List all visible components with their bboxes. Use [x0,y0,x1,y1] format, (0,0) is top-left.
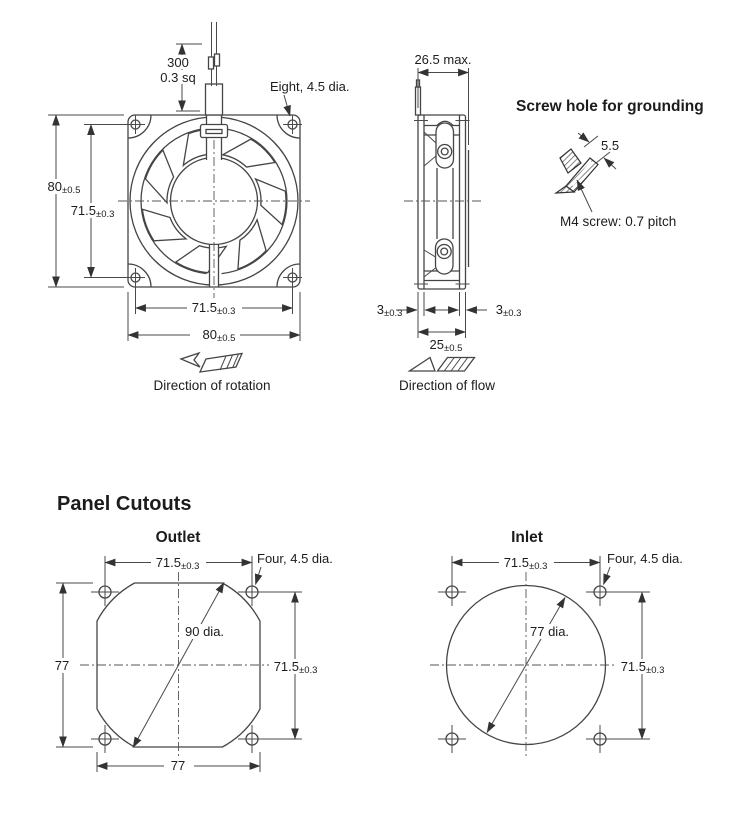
pitch-v-value: 71.5 [70,203,96,218]
callout-eight-holes [270,79,350,116]
m4-screw-label: M4 screw: 0.7 pitch [560,214,677,229]
pitch-h-tol: ±0.3 [217,306,236,317]
rotation-caption: Direction of rotation [153,378,271,393]
outlet-title: Outlet [155,529,201,546]
hole-depth-label: 5.5 [601,138,620,153]
eight-holes-label: Eight, 4.5 dia. [270,79,350,94]
panel-cutouts [48,493,683,773]
inlet-callout-four-holes [604,551,683,585]
flange-left-value: 3 [376,302,384,317]
width-tol: ±0.5 [217,333,236,344]
dim-lead-length [155,44,202,111]
outlet-pitch-right-value: 71.5 [273,659,299,674]
outlet-cutout [48,529,333,773]
depth-value: 25 [429,337,444,352]
inlet-pitch-top-value: 71.5 [503,555,529,570]
grounding-title: Screw hole for grounding [516,98,704,115]
pitch-h-value: 71.5 [191,300,217,315]
outlet-callout-four-holes [256,551,333,585]
lead-wires-icon [209,22,220,86]
flange-right-tol: ±0.3 [503,308,522,319]
inlet-pitch-right-tol: ±0.3 [646,665,665,676]
depth-max-label: 26.5 max. [414,52,472,67]
side-view [377,52,522,393]
height-value: 80 [47,179,62,194]
front-view [36,22,350,393]
outlet-pitch-right-tol: ±0.3 [299,665,318,676]
inlet-pitch-right-value: 71.5 [620,659,646,674]
inlet-pitch-top-tol: ±0.3 [529,561,548,572]
screw-hole-icon [556,149,598,193]
dim-flange-left [377,292,445,338]
flange-left-tol: ±0.3 [384,308,403,319]
outlet-dim-diameter [133,583,228,748]
outlet-four-holes-label: Four, 4.5 dia. [257,551,333,566]
rotation-direction-icon [181,353,242,372]
dim-depth [418,332,466,354]
inlet-title: Inlet [511,529,543,546]
dim-height [36,115,124,287]
flow-direction-icon [410,358,475,372]
dim-hole-depth [578,133,619,169]
flange-right-value: 3 [495,302,503,317]
depth-tol: ±0.5 [444,343,463,354]
inlet-diameter-label: 77 dia. [530,624,570,639]
pitch-v-tol: ±0.3 [96,209,115,220]
outlet-width-label: 77 [170,758,186,773]
dim-hole-pitch-horizontal [136,287,293,317]
width-value: 80 [202,327,217,342]
flow-caption: Direction of flow [398,378,496,393]
panel-cutouts-title: Panel Cutouts [57,493,192,515]
lead-length-label: 300 [167,55,189,70]
inlet-dim-pitch-right [607,592,670,739]
height-tol: ±0.5 [62,185,81,196]
dim-flange-right [438,292,521,338]
grounding-detail [516,98,704,229]
outlet-pitch-top-tol: ±0.3 [181,561,200,572]
inlet-cutout [430,529,683,758]
outlet-height-label: 77 [54,658,70,673]
dim-hole-pitch-vertical [67,125,126,278]
lead-spec-label: 0.3 sq [160,70,196,85]
outlet-diameter-label: 90 dia. [185,624,225,639]
outlet-pitch-top-value: 71.5 [155,555,181,570]
inlet-four-holes-label: Four, 4.5 dia. [607,551,683,566]
outlet-dim-pitch-right [259,592,323,739]
